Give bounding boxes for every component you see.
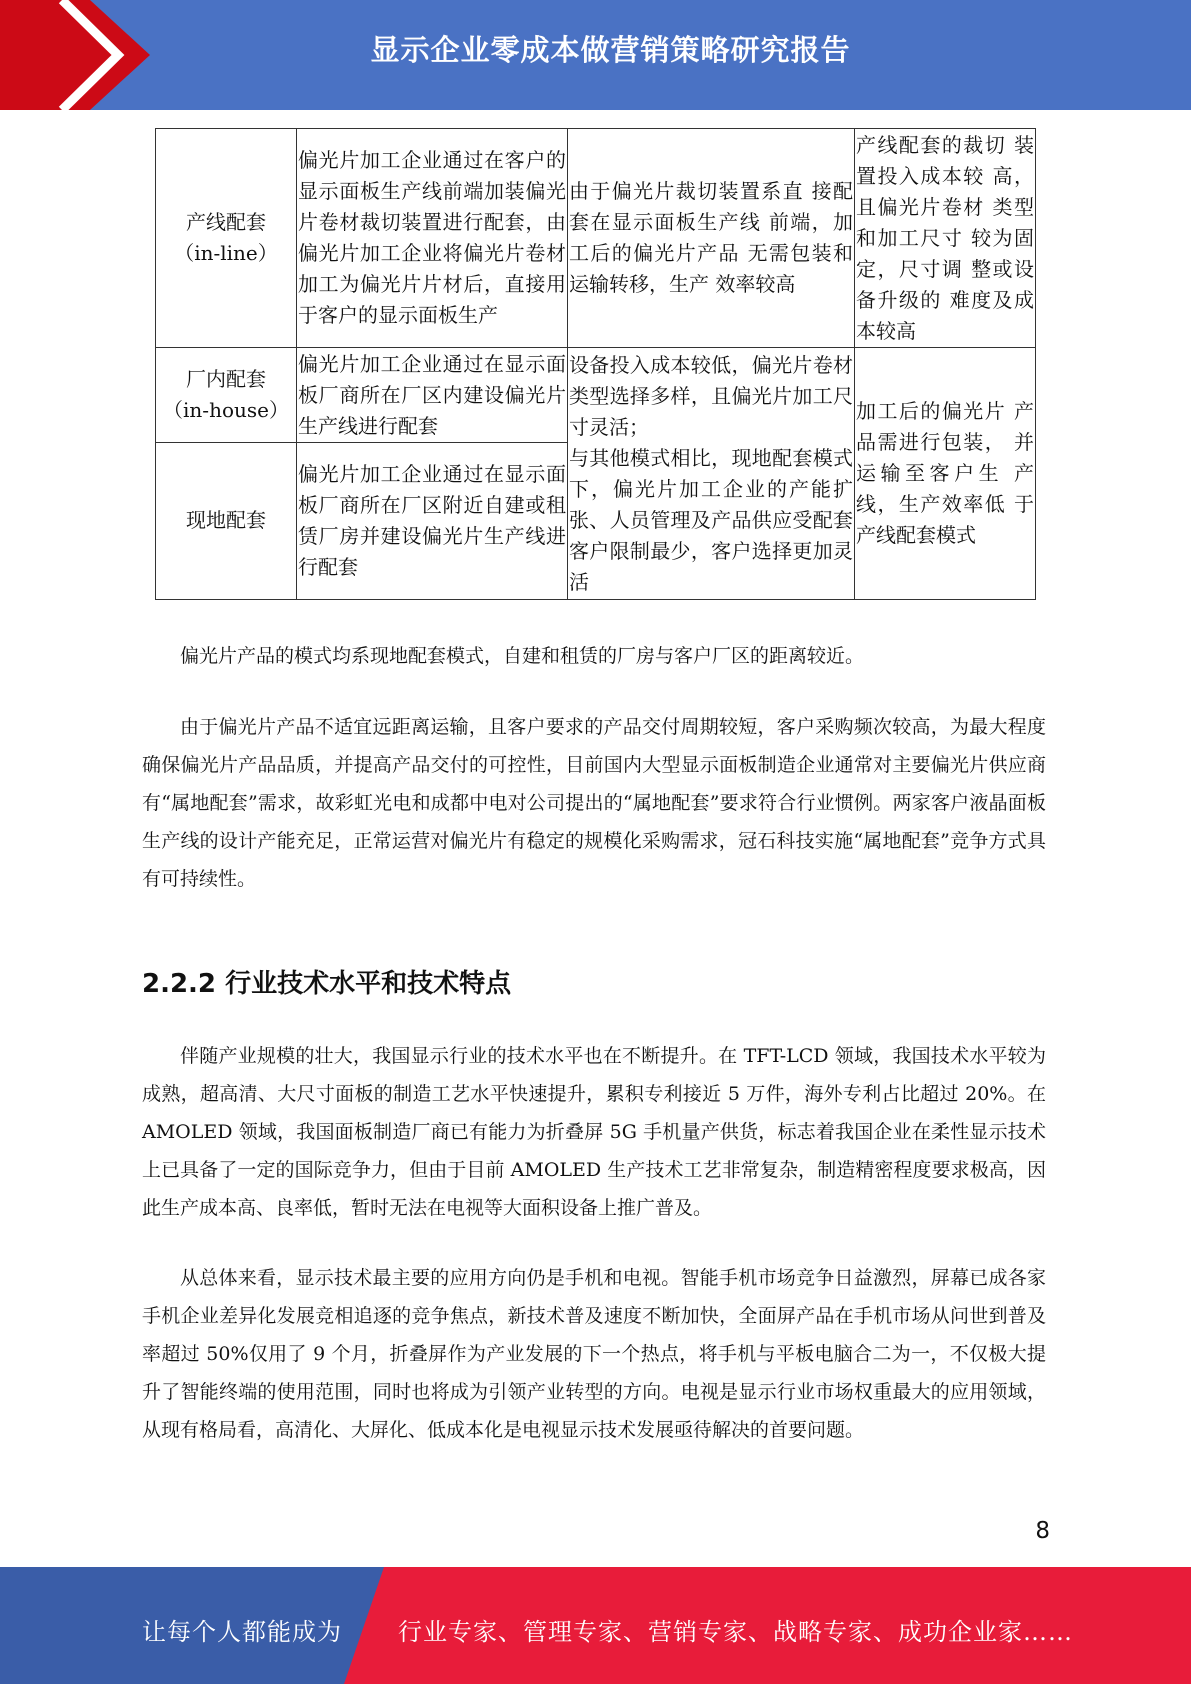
mode-cell	[156, 129, 297, 348]
shared-disadvantage-cell: 加工后的偏光片 产品需进行包装， 并运输至客户生 产线，生产效率低 于产线配套模式	[855, 348, 1036, 600]
mode-cell	[156, 348, 297, 442]
header-arrow-decoration	[0, 0, 150, 110]
mode-label: 厂内配套 （in-house）	[163, 367, 289, 423]
body-paragraph: 伴随产业规模的壮大，我国显示行业的技术水平也在不断提升。在 TFT-LCD 领域，我国技术水平较为成熟，超高清、大尺寸面板的制造工艺水平快速提升，累积专利接近 5 万件，海外专利占比超过 20%。在 AMOLED 领域，我国面板制造厂商已有能力为折叠屏 5G 手机量产供货，标志着我国企业在柔性显示技术上已具备了一定的国际竞争力，但由于目前 AMOLED 生产技术工艺非常复杂，制造精密程度要求极高，因此生产成本高、良率低，暂时无法在电视等大面积设备上推广普及。	[142, 1045, 1046, 1219]
body-paragraph: 从总体来看，显示技术最主要的应用方向仍是手机和电视。智能手机市场竞争日益激烈，屏幕已成各家手机企业差异化发展竞相追逐的竞争焦点，新技术普及速度不断加快，全面屏产品在手机市场从问世到普及率超过 50%仅用了 9 个月，折叠屏作为产业发展的下一个热点，将手机与平板电脑合二为一，不仅极大提升了智能终端的使用范围，同时也将成为引领产业转型的方向。电视是显示行业市场权重最大的应用领域，从现有格局看，高清化、大屏化、低成本化是电视显示技术发展亟待解决的首要问题。	[142, 1267, 1046, 1441]
table-row	[156, 348, 1036, 442]
description-cell: 偏光片加工企业通过在显示面板厂商所在厂区附近自建或租赁厂房并建设偏光片生产线进行配套	[297, 442, 568, 599]
section-heading: 2.2.2 行业技术水平和技术特点	[142, 969, 512, 999]
page-number: 8	[1035, 1518, 1050, 1544]
report-title: 显示企业零成本做营销策略研究报告	[370, 33, 851, 67]
supply-mode-table	[155, 128, 1036, 600]
footer-slogan-right: 行业专家、管理专家、营销专家、战略专家、成功企业家……	[398, 1618, 1073, 1646]
description-cell: 偏光片加工企业通过在客户的显示面板生产线前端加装偏光片卷材裁切装置进行配套，由偏光片加工企业将偏光片卷材加工为偏光片片材后，直接用于客户的显示面板生产	[297, 129, 568, 348]
mode-cell	[156, 442, 297, 599]
table-row	[156, 129, 1036, 348]
shared-advantage-cell: 设备投入成本较低，偏光片卷材类型选择多样，且偏光片加工尺寸灵活； 与其他模式相比，现地配套模式下，偏光片加工企业的产能扩张、人员管理及产品供应受配套客户限制最少，客户选择更加灵活	[568, 348, 855, 600]
description-cell: 偏光片加工企业通过在显示面板厂商所在厂区内建设偏光片生产线进行配套	[297, 348, 568, 442]
body-paragraph: 由于偏光片产品不适宜远距离运输，且客户要求的产品交付周期较短，客户采购频次较高，为最大程度确保偏光片产品品质，并提高产品交付的可控性，目前国内大型显示面板制造企业通常对主要偏光片供应商有“属地配套”需求，故彩虹光电和成都中电对公司提出的“属地配套”要求符合行业惯例。两家客户液晶面板生产线的设计产能充足，正常运营对偏光片有稳定的规模化采购需求，冠石科技实施“属地配套”竞争方式具有可持续性。	[142, 716, 1046, 890]
mode-label: 现地配套	[186, 508, 266, 533]
body-paragraph: 偏光片产品的模式均系现地配套模式，自建和租赁的厂房与客户厂区的距离较近。	[180, 645, 865, 667]
footer-slogan-left: 让每个人都能成为	[142, 1618, 342, 1646]
disadvantage-cell: 产线配套的裁切 装置投入成本较 高，且偏光片卷材 类型和加工尺寸 较为固定，尺寸调 整或设备升级的 难度及成本较高	[855, 129, 1036, 348]
page-header	[0, 0, 1191, 110]
mode-label: 产线配套 （in-line）	[174, 210, 278, 266]
advantage-cell: 由于偏光片裁切装置系直 接配套在显示面板生产线 前端，加工后的偏光片产品 无需包装和运输转移，生产 效率较高	[568, 129, 855, 348]
